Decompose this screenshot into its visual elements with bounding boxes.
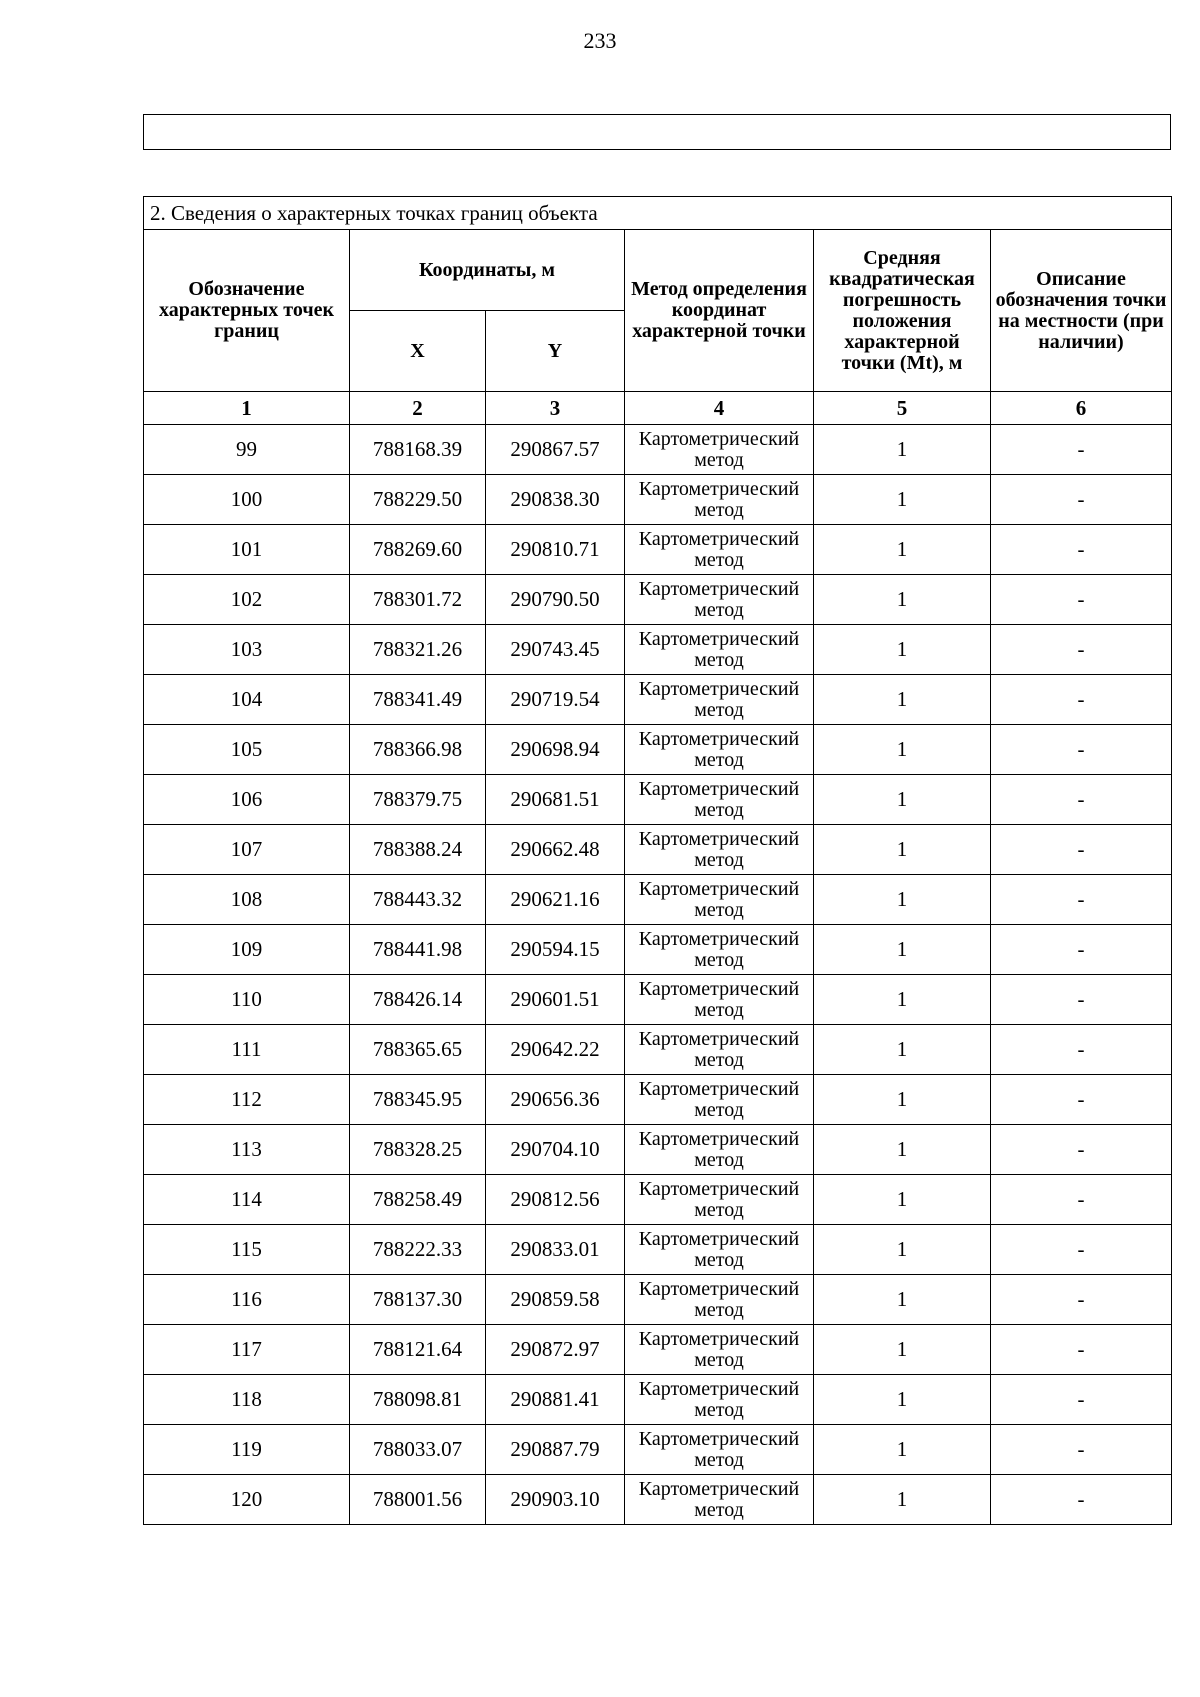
mean-error: 1	[814, 1275, 991, 1325]
method-line-2: метод	[694, 748, 744, 771]
coord-y: 290833.01	[486, 1225, 625, 1275]
method-line-2: метод	[694, 1148, 744, 1171]
point-id: 119	[144, 1425, 350, 1475]
point-id: 100	[144, 475, 350, 525]
header-row-1	[144, 230, 1172, 311]
point-description: -	[991, 725, 1172, 775]
point-id: 120	[144, 1475, 350, 1525]
coord-x: 788033.07	[350, 1425, 486, 1475]
coord-x: 788328.25	[350, 1125, 486, 1175]
coord-x: 788379.75	[350, 775, 486, 825]
mean-error: 1	[814, 1025, 991, 1075]
method-line-1: Картометрический	[638, 1027, 800, 1050]
mean-error: 1	[814, 1075, 991, 1125]
coord-y: 290790.50	[486, 575, 625, 625]
point-description: -	[991, 1125, 1172, 1175]
method-line-2: метод	[694, 1248, 744, 1271]
table-row	[144, 425, 1172, 475]
point-description: -	[991, 1175, 1172, 1225]
method-line-2: метод	[694, 1498, 744, 1521]
method-line-2: метод	[694, 1298, 744, 1321]
point-description: -	[991, 825, 1172, 875]
table-row	[144, 1025, 1172, 1075]
mean-error: 1	[814, 1125, 991, 1175]
coord-x: 788137.30	[350, 1275, 486, 1325]
mean-error: 1	[814, 925, 991, 975]
table-row	[144, 575, 1172, 625]
table-row	[144, 775, 1172, 825]
coord-x: 788269.60	[350, 525, 486, 575]
mean-error: 1	[814, 575, 991, 625]
method-line-1: Картометрический	[638, 477, 800, 500]
header-designation: Обозначение характерных точек границ	[144, 230, 350, 392]
table-row	[144, 1125, 1172, 1175]
method-line-2: метод	[694, 1098, 744, 1121]
table-row	[144, 1075, 1172, 1125]
method-cell	[625, 725, 814, 775]
header-description: Описание обозначения точки на местности (при наличии)	[991, 230, 1172, 392]
coord-x: 788121.64	[350, 1325, 486, 1375]
coord-x: 788321.26	[350, 625, 486, 675]
method-cell	[625, 775, 814, 825]
coord-y: 290698.94	[486, 725, 625, 775]
mean-error: 1	[814, 825, 991, 875]
point-id: 105	[144, 725, 350, 775]
method-line-2: метод	[694, 448, 744, 471]
coord-y: 290859.58	[486, 1275, 625, 1325]
table-row	[144, 1425, 1172, 1475]
coord-x: 788366.98	[350, 725, 486, 775]
column-number: 2	[350, 392, 486, 425]
method-line-1: Картометрический	[638, 1077, 800, 1100]
point-description: -	[991, 1375, 1172, 1425]
mean-error: 1	[814, 1375, 991, 1425]
method-line-2: метод	[694, 698, 744, 721]
point-id: 111	[144, 1025, 350, 1075]
coord-y: 290681.51	[486, 775, 625, 825]
coord-y: 290704.10	[486, 1125, 625, 1175]
point-id: 107	[144, 825, 350, 875]
method-line-1: Картометрический	[638, 677, 800, 700]
coord-y: 290810.71	[486, 525, 625, 575]
method-cell	[625, 1325, 814, 1375]
mean-error: 1	[814, 975, 991, 1025]
method-line-2: метод	[694, 648, 744, 671]
method-cell	[625, 1375, 814, 1425]
method-line-1: Картометрический	[638, 1277, 800, 1300]
method-line-1: Картометрический	[638, 877, 800, 900]
table-row	[144, 725, 1172, 775]
mean-error: 1	[814, 425, 991, 475]
method-line-1: Картометрический	[638, 1127, 800, 1150]
mean-error: 1	[814, 675, 991, 725]
method-line-1: Картометрический	[638, 627, 800, 650]
method-line-2: метод	[694, 1198, 744, 1221]
table-row	[144, 1225, 1172, 1275]
coord-x: 788229.50	[350, 475, 486, 525]
table-row	[144, 875, 1172, 925]
method-line-2: метод	[694, 798, 744, 821]
method-line-1: Картометрический	[638, 1427, 800, 1450]
point-description: -	[991, 1075, 1172, 1125]
table-row	[144, 675, 1172, 725]
mean-error: 1	[814, 525, 991, 575]
coord-y: 290872.97	[486, 1325, 625, 1375]
header-coordinates: Координаты, м	[350, 230, 625, 311]
method-cell	[625, 1125, 814, 1175]
method-cell	[625, 875, 814, 925]
method-line-1: Картометрический	[638, 1177, 800, 1200]
point-description: -	[991, 625, 1172, 675]
section-title: 2. Сведения о характерных точках границ объекта	[144, 197, 1172, 230]
mean-error: 1	[814, 1175, 991, 1225]
column-number-row	[144, 392, 1172, 425]
table-row	[144, 625, 1172, 675]
coord-x: 788443.32	[350, 875, 486, 925]
coord-y: 290867.57	[486, 425, 625, 475]
method-line-2: метод	[694, 1448, 744, 1471]
coord-x: 788222.33	[350, 1225, 486, 1275]
method-cell	[625, 925, 814, 975]
method-cell	[625, 1175, 814, 1225]
mean-error: 1	[814, 1325, 991, 1375]
method-cell	[625, 575, 814, 625]
point-description: -	[991, 875, 1172, 925]
coord-x: 788365.65	[350, 1025, 486, 1075]
point-id: 106	[144, 775, 350, 825]
coord-y: 290662.48	[486, 825, 625, 875]
boundary-points-table	[143, 196, 1172, 1525]
method-cell	[625, 1225, 814, 1275]
method-line-1: Картометрический	[638, 1327, 800, 1350]
coord-x: 788426.14	[350, 975, 486, 1025]
coord-x: 788001.56	[350, 1475, 486, 1525]
method-line-1: Картометрический	[638, 1377, 800, 1400]
table-row	[144, 1275, 1172, 1325]
point-id: 115	[144, 1225, 350, 1275]
table-row	[144, 1375, 1172, 1425]
point-id: 112	[144, 1075, 350, 1125]
coord-x: 788258.49	[350, 1175, 486, 1225]
coord-y: 290903.10	[486, 1475, 625, 1525]
method-cell	[625, 1475, 814, 1525]
coord-x: 788388.24	[350, 825, 486, 875]
section-title-row	[144, 197, 1172, 230]
method-line-1: Картометрический	[638, 427, 800, 450]
table-row	[144, 475, 1172, 525]
mean-error: 1	[814, 875, 991, 925]
mean-error: 1	[814, 725, 991, 775]
method-line-1: Картометрический	[638, 827, 800, 850]
coord-y: 290642.22	[486, 1025, 625, 1075]
method-line-2: метод	[694, 1048, 744, 1071]
method-line-1: Картометрический	[638, 777, 800, 800]
coord-y: 290838.30	[486, 475, 625, 525]
coord-x: 788345.95	[350, 1075, 486, 1125]
table-row	[144, 525, 1172, 575]
coord-y: 290743.45	[486, 625, 625, 675]
method-line-1: Картометрический	[638, 1477, 800, 1500]
method-cell	[625, 525, 814, 575]
coord-y: 290887.79	[486, 1425, 625, 1475]
method-line-2: метод	[694, 948, 744, 971]
point-description: -	[991, 425, 1172, 475]
coord-y: 290881.41	[486, 1375, 625, 1425]
method-cell	[625, 1275, 814, 1325]
point-description: -	[991, 575, 1172, 625]
point-description: -	[991, 1475, 1172, 1525]
method-line-1: Картометрический	[638, 577, 800, 600]
table-row	[144, 1325, 1172, 1375]
coord-y: 290601.51	[486, 975, 625, 1025]
page-number: 233	[583, 28, 617, 53]
method-line-2: метод	[694, 1398, 744, 1421]
method-line-1: Картометрический	[638, 977, 800, 1000]
method-cell	[625, 1075, 814, 1125]
coord-x: 788301.72	[350, 575, 486, 625]
point-id: 108	[144, 875, 350, 925]
point-id: 104	[144, 675, 350, 725]
point-description: -	[991, 975, 1172, 1025]
header-y: Y	[486, 311, 625, 392]
point-id: 113	[144, 1125, 350, 1175]
point-id: 109	[144, 925, 350, 975]
point-description: -	[991, 475, 1172, 525]
point-id: 114	[144, 1175, 350, 1225]
method-line-1: Картометрический	[638, 1227, 800, 1250]
table-row	[144, 975, 1172, 1025]
coord-x: 788098.81	[350, 1375, 486, 1425]
method-cell	[625, 675, 814, 725]
column-number: 6	[991, 392, 1172, 425]
method-line-2: метод	[694, 898, 744, 921]
point-description: -	[991, 1025, 1172, 1075]
point-description: -	[991, 675, 1172, 725]
coord-y: 290656.36	[486, 1075, 625, 1125]
mean-error: 1	[814, 1425, 991, 1475]
point-id: 110	[144, 975, 350, 1025]
point-id: 99	[144, 425, 350, 475]
column-number: 1	[144, 392, 350, 425]
table-row	[144, 925, 1172, 975]
method-cell	[625, 1025, 814, 1075]
point-id: 102	[144, 575, 350, 625]
method-line-1: Картометрический	[638, 727, 800, 750]
coord-y: 290812.56	[486, 1175, 625, 1225]
point-description: -	[991, 925, 1172, 975]
method-line-2: метод	[694, 598, 744, 621]
method-line-2: метод	[694, 1348, 744, 1371]
method-line-2: метод	[694, 998, 744, 1021]
coord-x: 788168.39	[350, 425, 486, 475]
point-description: -	[991, 525, 1172, 575]
mean-error: 1	[814, 475, 991, 525]
point-id: 103	[144, 625, 350, 675]
column-number: 3	[486, 392, 625, 425]
column-number: 5	[814, 392, 991, 425]
mean-error: 1	[814, 1225, 991, 1275]
method-line-2: метод	[694, 848, 744, 871]
method-line-1: Картометрический	[638, 927, 800, 950]
method-cell	[625, 975, 814, 1025]
coord-y: 290594.15	[486, 925, 625, 975]
point-id: 116	[144, 1275, 350, 1325]
header-method: Метод определения координат характерной точки	[625, 230, 814, 392]
mean-error: 1	[814, 1475, 991, 1525]
table-row	[144, 825, 1172, 875]
point-id: 101	[144, 525, 350, 575]
method-cell	[625, 1425, 814, 1475]
coord-x: 788341.49	[350, 675, 486, 725]
mean-error: 1	[814, 775, 991, 825]
method-cell	[625, 425, 814, 475]
method-cell	[625, 825, 814, 875]
method-line-2: метод	[694, 548, 744, 571]
point-id: 118	[144, 1375, 350, 1425]
header-error: Средняя квадратическая погрешность положения характерной точки (Mt), м	[814, 230, 991, 392]
method-line-2: метод	[694, 498, 744, 521]
empty-header-box	[143, 114, 1171, 150]
coord-y: 290719.54	[486, 675, 625, 725]
table-row	[144, 1475, 1172, 1525]
point-id: 117	[144, 1325, 350, 1375]
method-line-1: Картометрический	[638, 527, 800, 550]
column-number: 4	[625, 392, 814, 425]
point-description: -	[991, 1275, 1172, 1325]
header-x: X	[350, 311, 486, 392]
method-cell	[625, 475, 814, 525]
table-row	[144, 1175, 1172, 1225]
mean-error: 1	[814, 625, 991, 675]
coord-x: 788441.98	[350, 925, 486, 975]
method-cell	[625, 625, 814, 675]
point-description: -	[991, 1425, 1172, 1475]
point-description: -	[991, 775, 1172, 825]
point-description: -	[991, 1325, 1172, 1375]
point-description: -	[991, 1225, 1172, 1275]
coord-y: 290621.16	[486, 875, 625, 925]
